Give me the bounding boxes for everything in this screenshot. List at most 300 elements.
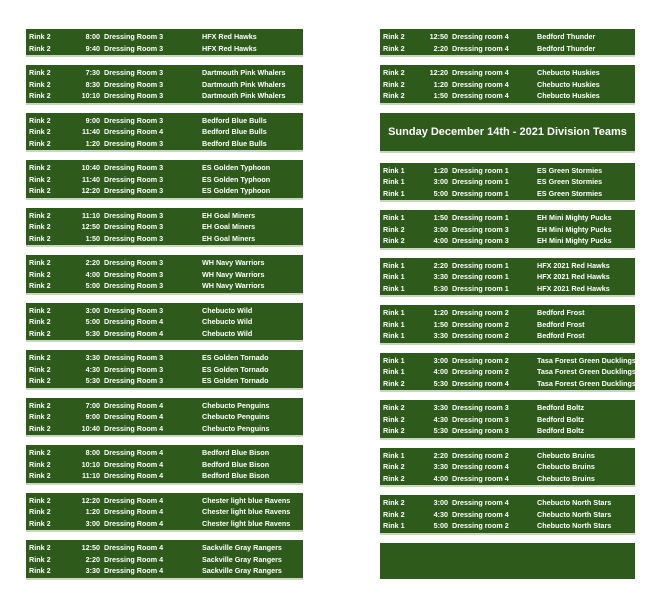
time-cell: 1:50 [85,233,100,243]
dressing-room-cell: Dressing Room 4 [104,448,164,457]
schedule-row [26,447,303,459]
team-name-cell: Chebucto North Stars [537,509,612,519]
dressing-room-cell: Dressing Room 4 [104,459,164,469]
team-schedule-block [26,493,303,533]
team-name-cell: HFX Red Hawks [202,32,257,41]
dressing-room-cell: Dressing room 4 [452,509,509,519]
rink-cell: Rink 2 [29,305,51,315]
schedule-row [26,565,303,577]
time-cell: 5:30 [433,283,448,293]
time-cell: 2:20 [433,450,448,460]
schedule-row [380,366,635,378]
team-schedule-block [380,400,635,440]
schedule-row [380,402,635,414]
team-name-cell: EH Goal Miners [202,210,256,220]
team-name-cell: WH Navy Warriors [202,269,265,279]
dressing-room-cell: Dressing room 4 [452,32,509,41]
time-cell: 3:00 [433,498,448,507]
time-cell: 1:20 [85,507,100,516]
schedule-row [380,461,635,473]
team-name-cell: Sackville Gray Rangers [202,566,282,575]
dressing-room-cell: Dressing room 4 [452,462,509,471]
rink-cell: Rink 2 [29,353,51,362]
schedule-row [380,319,635,331]
team-schedule-block [26,65,303,105]
team-name-cell: HFX 2021 Red Hawks [537,283,610,293]
time-cell: 5:00 [433,521,448,530]
team-name-cell: HFX 2021 Red Hawks [537,272,610,281]
team-schedule-block [26,113,303,153]
time-cell: 3:00 [85,518,100,528]
time-cell: 3:30 [433,331,448,340]
empty-schedule-block [380,543,635,579]
rink-cell: Rink 2 [29,269,51,279]
rink-cell: Rink 2 [29,91,51,100]
rink-cell: Rink 2 [29,127,51,136]
team-schedule-block [380,258,635,298]
schedule-row [380,165,635,177]
rink-cell: Rink 2 [29,459,51,469]
team-name-cell: EH Mini Mighty Pucks [537,213,612,222]
team-name-cell: Tasa Forest Green Ducklings [537,378,636,388]
team-name-cell: Chebucto Huskies [537,91,600,100]
schedule-row [26,328,303,340]
team-name-cell: Dartmouth Pink Whalers [202,79,286,89]
dressing-room-cell: Dressing Room 3 [104,115,164,125]
time-cell: 12:20 [81,495,100,505]
team-name-cell: ES Golden Typhoon [202,174,271,184]
dressing-room-cell: Dressing room 1 [452,260,509,270]
schedule-row [26,364,303,376]
division-header [380,113,635,153]
time-cell: 3:30 [433,272,448,281]
schedule-row [380,414,635,426]
rink-cell: Rink 1 [383,521,405,530]
dressing-room-cell: Dressing room 1 [452,283,509,293]
dressing-room-cell: Dressing room 3 [452,414,509,424]
dressing-room-cell: Dressing room 2 [452,367,509,376]
schedule-row [380,473,635,485]
rink-cell: Rink 2 [383,462,405,471]
dressing-room-cell: Dressing Room 4 [104,566,164,575]
team-name-cell: ES Green Stormies [537,177,603,186]
rink-cell: Rink 2 [29,328,51,338]
schedule-row [380,90,635,102]
rink-cell: Rink 1 [383,283,405,293]
schedule-row [380,450,635,462]
schedule-row [26,43,303,55]
team-name-cell: Bedford Blue Bison [202,459,270,469]
time-cell: 5:30 [433,378,448,388]
dressing-room-cell: Dressing Room 3 [104,364,164,374]
schedule-row [26,400,303,412]
rink-cell: Rink 1 [383,272,405,281]
rink-cell: Rink 1 [383,213,405,222]
schedule-row [380,224,635,236]
time-cell: 10:10 [81,459,100,469]
dressing-room-cell: Dressing Room 3 [104,138,164,148]
rink-cell: Rink 2 [29,471,51,480]
time-cell: 4:00 [433,367,448,376]
team-name-cell: Bedford Frost [537,319,585,329]
team-schedule-block [26,540,303,580]
time-cell: 10:40 [81,423,100,433]
schedule-row [26,305,303,317]
dressing-room-cell: Dressing Room 4 [104,412,164,421]
team-schedule-block [26,208,303,248]
schedule-row [380,31,635,43]
right-top-schedule [380,29,635,105]
time-cell: 2:20 [85,258,100,267]
dressing-room-cell: Dressing Room 4 [104,554,164,564]
rink-cell: Rink 1 [383,450,405,460]
schedule-row [380,260,635,272]
dressing-room-cell: Dressing Room 3 [104,91,164,100]
rink-cell: Rink 2 [29,233,51,243]
dressing-room-cell: Dressing room 4 [452,91,509,100]
dressing-room-cell: Dressing Room 3 [104,68,164,77]
dressing-room-cell: Dressing room 1 [452,213,509,222]
dressing-room-cell: Dressing room 4 [452,43,509,53]
team-name-cell: Sackville Gray Rangers [202,543,282,552]
time-cell: 5:30 [433,426,448,435]
rink-cell: Rink 2 [29,364,51,374]
dressing-room-cell: Dressing Room 4 [104,495,164,505]
rink-cell: Rink 2 [383,43,405,53]
team-name-cell: Bedford Blue Bulls [202,138,267,148]
dressing-room-cell: Dressing room 4 [452,498,509,507]
schedule-row [26,221,303,233]
rink-cell: Rink 2 [383,224,405,234]
time-cell: 2:20 [85,554,100,564]
schedule-row [380,235,635,247]
team-name-cell: WH Navy Warriors [202,281,265,290]
rink-cell: Rink 2 [29,507,51,516]
rink-cell: Rink 2 [29,163,51,172]
time-cell: 9:00 [85,115,100,125]
schedule-row [26,138,303,150]
time-cell: 7:00 [85,400,100,410]
schedule-row [380,188,635,200]
time-cell: 1:20 [433,165,448,175]
team-name-cell: Bedford Thunder [537,43,596,53]
left-schedule-column [26,29,303,588]
team-name-cell: Tasa Forest Green Ducklings [537,355,636,365]
dressing-room-cell: Dressing Room 3 [104,269,164,279]
dressing-room-cell: Dressing room 4 [452,68,509,77]
time-cell: 2:20 [433,43,448,53]
schedule-row [26,174,303,186]
dressing-room-cell: Dressing Room 3 [104,233,164,243]
rink-cell: Rink 1 [383,177,405,186]
rink-cell: Rink 2 [29,68,51,77]
dressing-room-cell: Dressing Room 3 [104,353,164,362]
schedule-row [26,495,303,507]
rink-cell: Rink 2 [29,543,51,552]
time-cell: 4:30 [433,414,448,424]
dressing-room-cell: Dressing room 3 [452,426,509,435]
dressing-room-cell: Dressing room 2 [452,355,509,365]
team-name-cell: EH Mini Mighty Pucks [537,236,612,245]
schedule-row [26,375,303,387]
time-cell: 4:00 [433,473,448,483]
schedule-row [26,79,303,91]
schedule-row [380,43,635,55]
rink-cell: Rink 2 [29,423,51,433]
rink-cell: Rink 1 [383,355,405,365]
time-cell: 3:30 [85,566,100,575]
team-name-cell: Chebucto Huskies [537,79,600,89]
dressing-room-cell: Dressing Room 4 [104,543,164,552]
team-schedule-block [380,65,635,105]
dressing-room-cell: Dressing Room 3 [104,222,164,231]
time-cell: 12:50 [81,543,100,552]
team-name-cell: ES Green Stormies [537,165,603,175]
dressing-room-cell: Dressing room 2 [452,319,509,329]
time-cell: 8:30 [85,79,100,89]
schedule-row [26,115,303,127]
dressing-room-cell: Dressing Room 3 [104,163,164,172]
schedule-row [26,423,303,435]
time-cell: 4:00 [85,269,100,279]
team-name-cell: Dartmouth Pink Whalers [202,68,286,77]
dressing-room-cell: Dressing room 4 [452,473,509,483]
rink-cell: Rink 2 [29,222,51,231]
schedule-row [380,212,635,224]
schedule-row [26,185,303,197]
rink-cell: Rink 2 [29,210,51,220]
dressing-room-cell: Dressing Room 4 [104,127,164,136]
schedule-row [26,459,303,471]
time-cell: 4:00 [433,236,448,245]
rink-cell: Rink 1 [383,165,405,175]
team-name-cell: Chebucto Penguins [202,423,270,433]
time-cell: 8:00 [85,32,100,41]
rink-cell: Rink 2 [29,79,51,89]
team-name-cell: Chester light blue Ravens [202,518,291,528]
rink-cell: Rink 1 [383,367,405,376]
rink-cell: Rink 2 [383,79,405,89]
team-schedule-block [26,303,303,343]
rink-cell: Rink 1 [383,308,405,317]
time-cell: 9:40 [85,43,100,53]
team-name-cell: Chester light blue Ravens [202,507,291,516]
time-cell: 10:40 [81,163,100,172]
rink-cell: Rink 2 [29,566,51,575]
time-cell: 12:50 [429,32,448,41]
team-name-cell: Chebucto North Stars [537,498,612,507]
time-cell: 3:00 [433,177,448,186]
team-name-cell: Bedford Blue Bulls [202,115,267,125]
team-name-cell: HFX 2021 Red Hawks [537,260,610,270]
rink-cell: Rink 2 [29,174,51,184]
team-name-cell: ES Golden Tornado [202,364,269,374]
schedule-row [26,316,303,328]
dressing-room-cell: Dressing Room 4 [104,423,164,433]
schedule-row [26,411,303,423]
dressing-room-cell: Dressing room 1 [452,165,509,175]
team-name-cell: Chebucto Bruins [537,473,595,483]
schedule-row [26,90,303,102]
time-cell: 3:00 [433,224,448,234]
team-name-cell: Sackville Gray Rangers [202,554,282,564]
schedule-row [380,307,635,319]
dressing-room-cell: Dressing room 2 [452,331,509,340]
rink-cell: Rink 2 [29,115,51,125]
dressing-room-cell: Dressing Room 3 [104,32,164,41]
right-bottom-schedule [380,163,635,535]
rink-cell: Rink 1 [383,331,405,340]
time-cell: 4:30 [85,364,100,374]
schedule-row [380,425,635,437]
time-cell: 11:10 [82,471,100,480]
team-name-cell: ES Golden Tornado [202,353,269,362]
schedule-row [26,518,303,530]
time-cell: 5:00 [85,281,100,290]
time-cell: 5:00 [433,188,448,198]
schedule-row [380,330,635,342]
rink-cell: Rink 2 [29,258,51,267]
team-schedule-block [26,255,303,295]
team-name-cell: Chebucto Bruins [537,462,595,471]
time-cell: 5:00 [85,317,100,326]
team-name-cell: Bedford Frost [537,308,585,317]
rink-cell: Rink 1 [383,188,405,198]
team-name-cell: Chebucto Penguins [202,412,270,421]
dressing-room-cell: Dressing room 1 [452,177,509,186]
schedule-row [380,355,635,367]
schedule-row [26,31,303,43]
schedule-row [380,79,635,91]
dressing-room-cell: Dressing Room 3 [104,258,164,267]
rink-cell: Rink 2 [383,91,405,100]
team-schedule-block [380,495,635,535]
team-name-cell: HFX Red Hawks [202,43,257,53]
rink-cell: Rink 2 [29,554,51,564]
dressing-room-cell: Dressing Room 3 [104,376,164,385]
team-name-cell: Bedford Blue Bulls [202,127,267,136]
team-name-cell: Chebucto North Stars [537,521,612,530]
schedule-row [26,269,303,281]
schedule-row [380,176,635,188]
division-header-title: Sunday December 14th - 2021 Division Teams [388,125,627,138]
rink-cell: Rink 2 [383,498,405,507]
dressing-room-cell: Dressing Room 4 [104,328,164,338]
schedule-row [26,506,303,518]
rink-cell: Rink 2 [383,473,405,483]
rink-cell: Rink 2 [29,43,51,53]
dressing-room-cell: Dressing Room 4 [104,317,164,326]
time-cell: 2:20 [433,260,448,270]
team-name-cell: Bedford Frost [537,331,585,340]
time-cell: 11:10 [82,210,100,220]
time-cell: 11:40 [82,127,100,136]
time-cell: 3:00 [433,355,448,365]
time-cell: 3:30 [433,462,448,471]
dressing-room-cell: Dressing room 2 [452,521,509,530]
rink-cell: Rink 2 [383,236,405,245]
time-cell: 4:30 [433,509,448,519]
schedule-row [26,126,303,138]
schedule-row [380,67,635,79]
schedule-row [26,470,303,482]
team-schedule-block [26,445,303,485]
time-cell: 1:20 [433,79,448,89]
time-cell: 1:50 [433,91,448,100]
schedule-row [26,352,303,364]
team-name-cell: Chebucto Bruins [537,450,595,460]
dressing-room-cell: Dressing room 1 [452,272,509,281]
rink-cell: Rink 2 [29,376,51,385]
dressing-room-cell: Dressing Room 3 [104,281,164,290]
rink-cell: Rink 2 [383,32,405,41]
team-name-cell: EH Mini Mighty Pucks [537,224,612,234]
dressing-room-cell: Dressing room 4 [452,378,509,388]
team-name-cell: Chebucto Penguins [202,400,270,410]
dressing-room-cell: Dressing Room 3 [104,43,164,53]
dressing-room-cell: Dressing Room 3 [104,210,164,220]
time-cell: 3:30 [433,403,448,412]
team-name-cell: ES Green Stormies [537,188,603,198]
team-schedule-block [380,163,635,203]
rink-cell: Rink 2 [29,281,51,290]
dressing-room-cell: Dressing room 3 [452,403,509,412]
time-cell: 12:20 [81,186,100,195]
dressing-room-cell: Dressing Room 4 [104,400,164,410]
team-schedule-block [380,29,635,57]
rink-cell: Rink 2 [29,400,51,410]
schedule-row [26,210,303,222]
team-name-cell: Chebucto Wild [202,317,253,326]
time-cell: 7:30 [85,68,100,77]
team-name-cell: Chester light blue Ravens [202,495,291,505]
team-name-cell: ES Golden Typhoon [202,186,271,195]
team-schedule-block [26,398,303,438]
team-schedule-block [26,29,303,57]
team-name-cell: ES Golden Typhoon [202,163,271,172]
dressing-room-cell: Dressing Room 3 [104,186,164,195]
team-name-cell: Bedford Boltz [537,426,585,435]
schedule-row [26,67,303,79]
rink-cell: Rink 2 [29,495,51,505]
time-cell: 12:20 [429,68,448,77]
schedule-row [26,542,303,554]
rink-cell: Rink 2 [383,403,405,412]
rink-cell: Rink 2 [383,378,405,388]
rink-cell: Rink 1 [383,319,405,329]
schedule-row [380,497,635,509]
team-name-cell: Dartmouth Pink Whalers [202,91,286,100]
dressing-room-cell: Dressing Room 3 [104,305,164,315]
team-schedule-block [380,353,635,393]
schedule-row [380,509,635,521]
team-name-cell: Bedford Boltz [537,403,585,412]
team-schedule-block [380,210,635,250]
dressing-room-cell: Dressing room 2 [452,308,509,317]
team-name-cell: Bedford Blue Bison [202,448,270,457]
rink-cell: Rink 2 [29,412,51,421]
dressing-room-cell: Dressing room 2 [452,450,509,460]
time-cell: 8:00 [85,448,100,457]
schedule-row [380,283,635,295]
time-cell: 1:20 [85,138,100,148]
team-schedule-block [26,350,303,390]
time-cell: 11:40 [82,174,100,184]
dressing-room-cell: Dressing room 3 [452,236,509,245]
time-cell: 1:20 [433,308,448,317]
team-name-cell: WH Navy Warriors [202,258,265,267]
rink-cell: Rink 1 [383,260,405,270]
